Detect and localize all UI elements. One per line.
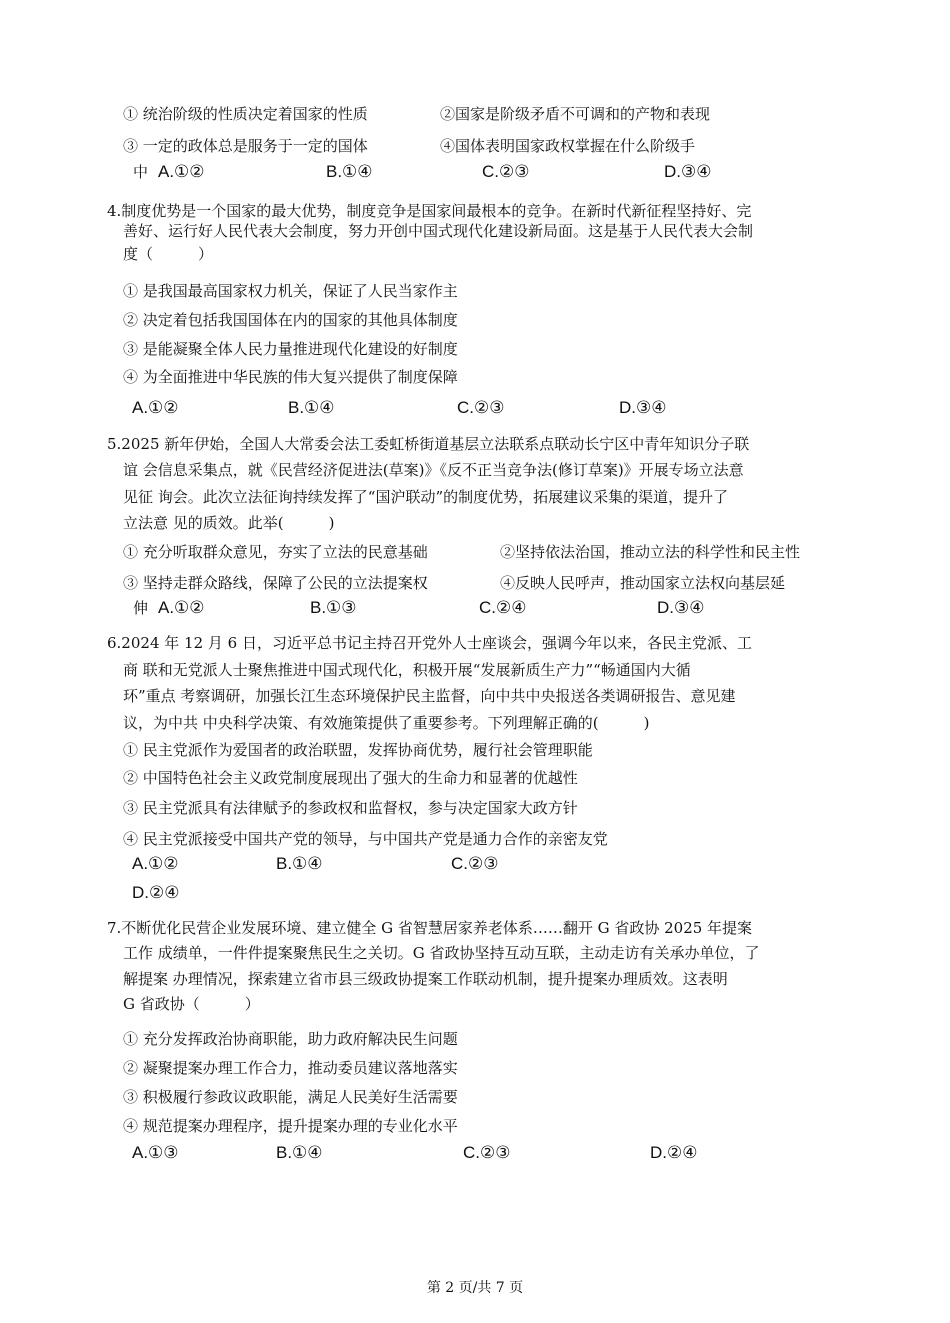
q5-choice-a: A.①②: [158, 598, 205, 617]
q7-choice-b: B.①④: [276, 1143, 323, 1162]
q5-stem-line-3: 见征 询会。此次立法征询持续发挥了“国沪联动”的制度优势，拓展建议采集的渠道，提升了: [123, 488, 729, 506]
q6-stem-line-1: 6.2024 年 12 月 6 日，习近平总书记主持召开党外人士座谈会，强调今年以来，各民主党派、工: [107, 634, 752, 652]
q5-option-4: ④反映人民呼声，推动国家立法权向基层延: [500, 574, 786, 592]
q6-choice-b: B.①④: [276, 854, 323, 873]
q5-choice-d: D.③④: [657, 598, 705, 617]
q7-stem-line-3: 解提案 办理情况，探索建立省市县三级政协提案工作联动机制，提升提案办理质效。这表明: [123, 970, 728, 988]
q6-option-2: ② 中国特色社会主义政党制度展现出了强大的生命力和显著的优越性: [123, 769, 578, 787]
q6-choice-c: C.②③: [451, 854, 499, 873]
q6-stem-line-4: 议，为中共 中央科学决策、有效施策提供了重要参考。下列理解正确的( ): [123, 714, 650, 732]
q4-option-1: ① 是我国最高国家权力机关，保证了人民当家作主: [123, 282, 458, 300]
q3-option-3: ③ 一定的政体总是服务于一定的国体: [123, 137, 368, 155]
q3-option-2: ②国家是阶级矛盾不可调和的产物和表现: [440, 105, 711, 123]
q3-choice-b: B.①④: [326, 162, 373, 181]
q6-stem-line-2: 商 联和无党派人士聚焦推进中国式现代化，积极开展“发展新质生产力”“畅通国内大循: [123, 661, 691, 679]
q7-stem-line-2: 工作 成绩单，一件件提案聚焦民生之关切。G 省政协坚持互动互联，主动走访有关承办单位，了: [123, 944, 760, 962]
page-number-footer: 第 2 页/共 7 页: [426, 1280, 524, 1296]
q6-stem-line-3: 环”重点 考察调研，加强长江生态环境保护民主监督，向中共中央报送各类调研报告、意见建: [123, 687, 736, 705]
q3-option-4: ④国体表明国家政权掌握在什么阶级手: [440, 137, 696, 155]
q6-option-1: ① 民主党派作为爱国者的政治联盟，发挥协商优势，履行社会管理职能: [123, 741, 593, 759]
q7-option-3: ③ 积极履行参政议政职能，满足人民美好生活需要: [123, 1088, 458, 1106]
q5-option-3: ③ 坚持走群众路线，保障了公民的立法提案权: [123, 574, 428, 592]
q4-choice-d: D.③④: [619, 398, 667, 417]
q7-option-4: ④ 规范提案办理程序，提升提案办理的专业化水平: [123, 1117, 458, 1135]
q5-option-4-cont: 伸: [133, 599, 149, 617]
q4-option-2: ② 决定着包括我国国体在内的国家的其他具体制度: [123, 311, 458, 329]
q4-stem-line-3: 度（ ）: [123, 245, 214, 263]
q4-option-3: ③ 是能凝聚全体人民力量推进现代化建设的好制度: [123, 340, 458, 358]
q3-option-4-cont: 中: [133, 163, 149, 181]
q5-choice-b: B.①③: [310, 598, 357, 617]
q4-stem-line-1: 4.制度优势是一个国家的最大优势，制度竞争是国家间最根本的竞争。在新时代新征程坚持好、完: [107, 202, 752, 220]
q6-option-4: ④ 民主党派接受中国共产党的领导，与中国共产党是通力合作的亲密友党: [123, 830, 608, 848]
q5-choice-c: C.②④: [479, 598, 527, 617]
q6-choice-a: A.①②: [132, 854, 179, 873]
q4-option-4: ④ 为全面推进中华民族的伟大复兴提供了制度保障: [123, 368, 458, 386]
q6-choice-d: D.②④: [132, 883, 180, 902]
q7-choice-d: D.②④: [650, 1143, 698, 1162]
q5-option-2: ②坚持依法治国，推动立法的科学性和民主性: [500, 543, 801, 561]
q4-choice-a: A.①②: [132, 398, 179, 417]
q4-choice-b: B.①④: [288, 398, 335, 417]
q5-option-1: ① 充分听取群众意见，夯实了立法的民意基础: [123, 543, 428, 561]
q5-stem-line-1: 5.2025 新年伊始，全国人大常委会法工委虹桥街道基层立法联系点联动长宁区中青年知识分子联: [107, 435, 750, 453]
q5-stem-line-4: 立法意 见的质效。此举( ): [123, 514, 335, 532]
q7-option-1: ① 充分发挥政治协商职能，助力政府解决民生问题: [123, 1030, 458, 1048]
q7-choice-a: A.①③: [132, 1143, 179, 1162]
q7-choice-c: C.②③: [463, 1143, 511, 1162]
q4-stem-line-2: 善好、运行好人民代表大会制度，努力开创中国式现代化建设新局面。这是基于人民代表大会制: [123, 222, 754, 240]
q4-choice-c: C.②③: [457, 398, 505, 417]
q3-choice-c: C.②③: [482, 162, 530, 181]
q5-stem-line-2: 谊 会信息采集点，就《民营经济促进法(草案)》《反不正当竞争法(修订草案)》开展专场立法意: [123, 461, 744, 479]
q3-choice-a: A.①②: [158, 162, 205, 181]
q7-stem-line-4: G 省政协（ ）: [123, 995, 260, 1013]
q3-choice-d: D.③④: [664, 162, 712, 181]
q6-option-3: ③ 民主党派具有法律赋予的参政权和监督权，参与决定国家大政方针: [123, 799, 578, 817]
q7-stem-line-1: 7.不断优化民营企业发展环境、建立健全 G 省智慧居家养老体系……翻开 G 省政协 2025 年提案: [107, 919, 753, 937]
q3-option-1: ① 统治阶级的性质决定着国家的性质: [123, 105, 368, 123]
q7-option-2: ② 凝聚提案办理工作合力，推动委员建议落地落实: [123, 1059, 458, 1077]
